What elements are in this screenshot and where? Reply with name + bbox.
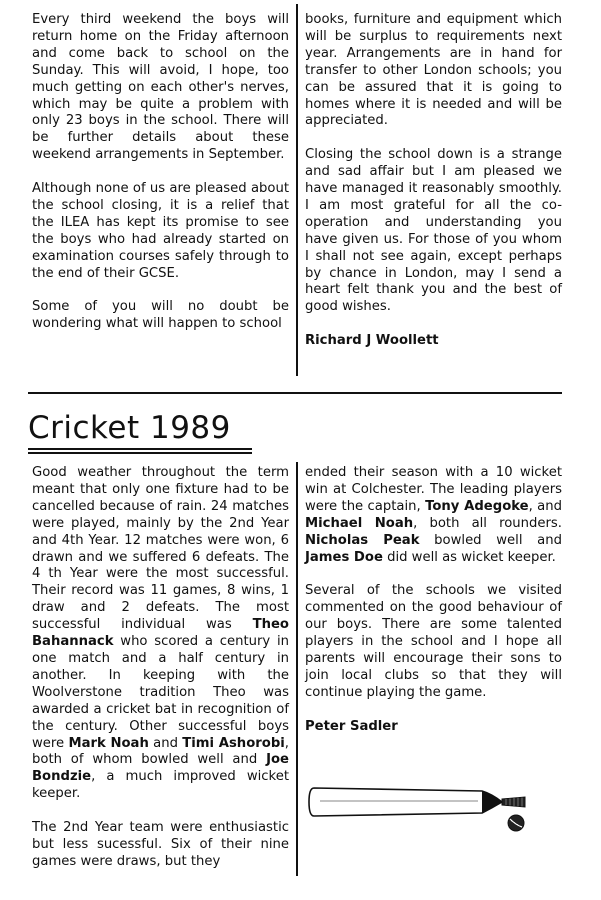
cricket-signature: Peter Sadler [305,718,398,734]
cricket-paragraph: Several of the schools we visited commented on the good behaviour of our boys. There are some talented players in the school and I hope all parents will encourage their sons to join local clubs so that they will continue playing the game. [305,583,562,700]
letter-paragraph: Although none of us are pleased about the school closing, it is a relief that the ILEA has kept its promise to see the boys who had already started on examination courses safely through to the end of their GCSE. [32,181,289,281]
player-name: Theo Bahannack [32,617,289,650]
player-name: Nicholas Peak [305,532,420,548]
letter-paragraph: Some of you will no doubt be wondering what will happen to school [32,299,289,332]
cricket-bat-and-ball-icon [306,772,532,834]
cricket-title: Cricket 1989 [28,410,231,446]
cricket-right-column [305,465,562,735]
letter-left-column [32,12,289,333]
column-divider [296,462,298,876]
section-divider [28,392,562,394]
player-name: Michael Noah [305,515,414,531]
player-name: Mark Noah [68,735,149,751]
letter-paragraph: Every third weekend the boys will return home on the Friday afternoon and come back to school on the Sunday. This will avoid, I hope, too much getting on each other's nerves, which may be quite a problem with only 23 boys in the school. There will be further details about these weekend arrangements in September. [32,12,289,163]
column-divider [296,4,298,376]
player-name: Joe Bondzie [32,752,289,785]
title-underline [28,452,252,454]
title-underline [28,448,252,450]
cricket-paragraph: The 2nd Year team were enthusiastic but less sucessful. Six of their nine games were draws, but they [32,820,289,869]
letter-paragraph: Closing the school down is a strange and sad affair but I am pleased we have managed it reasonably smoothly. I am most grateful for all the co-operation and understanding you have given us. For those of you whom I shall not see again, except perhaps by chance in London, may I send a heart felt thank you and the best of good wishes. [305,147,562,315]
letter-right-column [305,12,562,350]
cricket-paragraph: ended their season with a 10 wicket win at Colchester. The leading players were the captain, Tony Adegoke, and Michael Noah, both all rounders. Nicholas Peak bowled well and James Doe did well as wicket keeper. [305,465,562,565]
player-name: James Doe [305,549,383,565]
player-name: Timi Ashorobi [182,735,285,751]
player-name: Tony Adegoke [425,498,529,514]
letter-paragraph: books, furniture and equipment which will be surplus to requirements next year. Arrangements are in hand for transfer to other London schools; you can be assured that it is going to homes where it is needed and will be appreciated. [305,12,562,129]
letter-signature: Richard J Woollett [305,333,439,349]
cricket-left-column [32,465,289,871]
cricket-paragraph: Good weather throughout the term meant that only one fixture had to be cancelled because of rain. 24 matches were played, mainly by the 2nd Year and 4th Year. 12 matches were won, 6 drawn and we suffered 6 defeats. The 4 th Year were the most successful. Their record was 11 games, 8 wins, 1 draw and 2 defeats. The most successful individual was Theo Bahannack who scored a century in one match and a half century in another. In keeping with the Woolverstone tradition Theo was awarded a cricket bat in recognition of the century. Other successful boys were Mark Noah and Timi Ashorobi, both of whom bowled well and Joe Bondzie, a much improved wicket keeper. [32,465,289,802]
